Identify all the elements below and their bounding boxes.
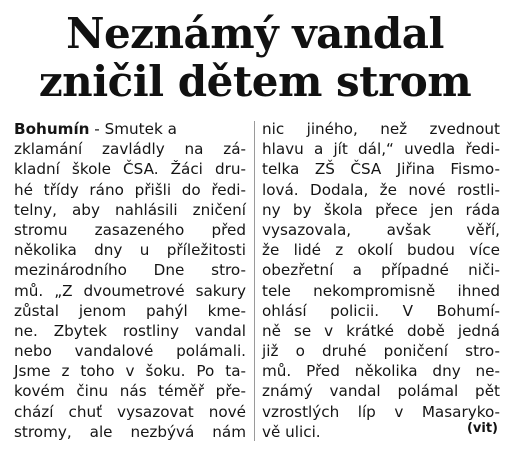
article-text-line [14, 119, 246, 139]
column-divider [254, 121, 255, 441]
article-text-line: vě ulici. [262, 422, 321, 441]
article-text-line: stromu zasazeného před [14, 220, 246, 239]
article-text-line: telka ZŠ ČSA Jiřina Fismo- [262, 160, 500, 179]
article-text-line: lová. Dodala, že nové rostli- [262, 180, 500, 199]
article-text-line: telny, aby nahlásili zničení [14, 200, 246, 219]
article-text-line: několika dny u příležitosti [14, 241, 246, 260]
article-text-line: nebo vandalové polámali. [14, 342, 246, 361]
article-text-line: že lidé z okolí budou více [262, 241, 500, 260]
headline-line-1: Neznámý vandal [66, 9, 444, 58]
article-text-line: kovém činu nás téměř pře- [14, 382, 246, 401]
article-column-left [14, 119, 246, 442]
article-text: - Smutek a [89, 120, 177, 138]
article-text-line: mů. „Z dvoumetrové sakury [14, 281, 246, 300]
article-text-line: mů. Před několika dny ne- [262, 362, 500, 381]
article-text-line: nic jiného, než zvednout [262, 120, 500, 138]
article-text-line: obezřetní a případné niči- [262, 261, 500, 280]
article-text-line: vysazovala, avšak věří, [262, 220, 500, 239]
article-text-line: již o druhé poničení stro- [262, 342, 500, 361]
article-text-line: hlavu a jít dál,“ uvedla ředi- [262, 140, 500, 159]
article-text-line: zklamání zavládly na zá- [14, 140, 246, 159]
article-text-line: mezinárodního Dne stro- [14, 261, 246, 280]
article-text-line: ny by škola přece jen ráda [262, 200, 500, 219]
article-text-line: známý vandal polámal pět [262, 382, 500, 401]
article-text-line: ne. Zbytek rostliny vandal [14, 321, 246, 340]
article-text-line: Jsme z toho v šoku. Po ta- [14, 362, 246, 381]
article-text-line: ohlásí policii. V Bohumí- [262, 301, 500, 320]
article-text-line: chází chuť vysazovat nové [14, 402, 246, 421]
article-text-line: vzrostlých líp v Masaryko- [262, 402, 500, 421]
article-text-line: hé třídy ráno přišli do ředi- [14, 180, 246, 199]
article-text-line: kladní škole ČSA. Žáci dru- [14, 160, 246, 179]
article-text-line: tele nekompromisně ihned [262, 281, 500, 300]
dateline: Bohumín [14, 120, 90, 138]
article-text-line: stromy, ale nezbývá nám [14, 422, 246, 441]
headline-line-2: zničil dětem strom [38, 57, 472, 106]
article-column-right [262, 119, 500, 442]
article-text-line: zůstal jenom pahýl kme- [14, 301, 246, 320]
article-text-line: ně se v krátké době jedná [262, 321, 500, 340]
author-signature: (vit) [466, 421, 498, 436]
